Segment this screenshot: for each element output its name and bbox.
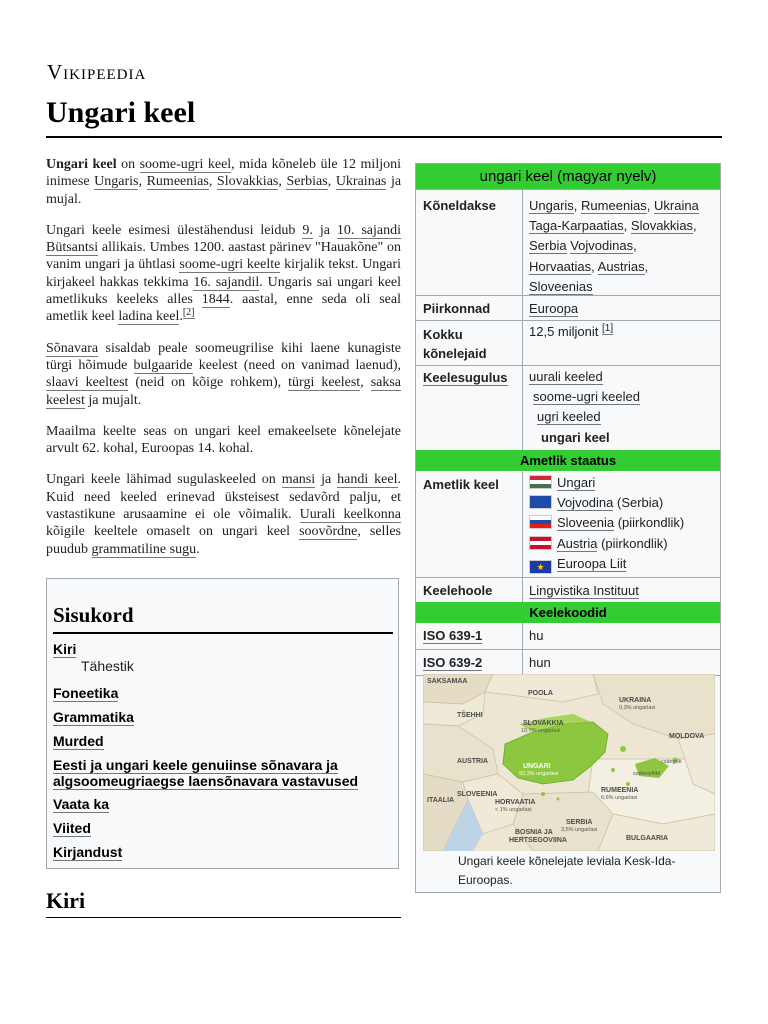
- link[interactable]: Sloveenias: [529, 278, 593, 294]
- infobox-row-iso2: [416, 649, 720, 676]
- infobox-row-piirkonnad: [416, 295, 720, 321]
- infobox-value: 12,5 miljonit [1]: [529, 322, 614, 339]
- paragraph-1: Ungari keel on soome-ugri keel, mida kõneleb üle 12 miljoni inimese Ungaris, Rumeenias, Slovakkias, Serbias, Ukrainas ja mujal.: [46, 157, 402, 207]
- toc-item-kiri[interactable]: Kiri: [53, 641, 77, 657]
- link[interactable]: Austria: [557, 535, 598, 551]
- link[interactable]: 1844: [201, 292, 230, 308]
- link[interactable]: Vojvodinas: [570, 238, 634, 254]
- paragraph-2: Ungari keele esimesi ülestähendusi leidub 9. ja 10. sajandi Bütsantsi allikais. Umbes 1200. aastast pärinev "Hauakõne" on vanim ungari ja ühtlasi soome-ugri keelte kirjalik tekst. Ungari kirjakeel hakkas tekkima 16. sajandil. Ungaris sai ungari keel ametlikuks keeleks alles 1844. aastal, enne seda oli seal ametlik keel ladina keel.[2]: [46, 222, 402, 325]
- infobox-row-iso1: [416, 623, 720, 649]
- map-label: SLOVEENIA: [457, 791, 498, 798]
- infobox-value: [529, 367, 714, 448]
- infobox-row-keelehoole: [416, 577, 720, 603]
- toc-item-viited[interactable]: Viited: [53, 820, 91, 836]
- eu-flag-icon: ★: [529, 560, 552, 574]
- infobox-label: ISO 639-1: [423, 628, 483, 643]
- map-label: TŠEHHI: [457, 712, 483, 719]
- infobox-label: Kõneldakse: [423, 198, 496, 213]
- paragraph-4: Maailma keelte seas on ungari keel emakeelsete kõnelejate arvult 62. kohal, Euroopas 14. kohal.: [46, 423, 401, 457]
- map-label: SERBIA: [566, 819, 593, 826]
- infobox-row-kokku: [416, 320, 720, 366]
- link[interactable]: slaavi keeltest: [46, 375, 129, 391]
- infobox-value: [529, 581, 714, 601]
- map-label: UNGARI: [523, 763, 551, 770]
- link[interactable]: 16. sajandil: [193, 274, 260, 290]
- map-caption: Ungari keele kõnelejate leviala Kesk-Ida-Euroopas.: [458, 854, 676, 887]
- link[interactable]: Ungaris: [529, 198, 574, 213]
- hungarian-speakers-map[interactable]: [423, 674, 715, 851]
- section-heading-kiri: Kiri: [46, 888, 86, 913]
- link[interactable]: Sõnavara: [46, 340, 99, 356]
- link[interactable]: soome-ugri keel: [139, 157, 232, 172]
- table-of-contents: [46, 578, 399, 869]
- toc-item-eesti-ungari[interactable]: Eesti ja ungari keele genuiinse sõnavara ja algsoomeugriaegse laensõnavara vastavused: [53, 757, 359, 789]
- link[interactable]: Horvaatias: [529, 258, 592, 274]
- link[interactable]: ladina keel: [118, 309, 180, 325]
- link[interactable]: Vojvodina: [557, 495, 614, 511]
- link[interactable]: Sloveenia: [557, 515, 615, 531]
- infobox-value: Ungari Vojvodina (Serbia) Sloveenia (piirkondlik) Austria (piirkondlik) ★ Euroopa Liit: [529, 473, 714, 574]
- link[interactable]: Lingvistika Instituut: [529, 583, 639, 598]
- link[interactable]: Ukrainas: [335, 174, 387, 190]
- toc-item-murded[interactable]: Murded: [53, 733, 104, 749]
- link[interactable]: Uurali keelkonna: [299, 507, 401, 523]
- infobox-row-keelesugulus: [416, 365, 720, 451]
- map-label: < 1% ungarlasi: [495, 807, 532, 813]
- map-label: 0,3% ungarlasi: [619, 705, 656, 711]
- map-label: POOLA: [528, 690, 553, 697]
- link[interactable]: türgi keelest: [288, 375, 361, 391]
- title-divider: [46, 136, 722, 138]
- link[interactable]: Euroopa: [529, 301, 579, 316]
- link[interactable]: Serbia: [529, 238, 567, 254]
- reference-link[interactable]: [2]: [182, 306, 195, 318]
- map-label: SAKSAMAA: [427, 678, 468, 685]
- toc-title: Sisukord: [53, 603, 393, 634]
- toc-item-tahestik[interactable]: Tähestik: [81, 658, 134, 674]
- infobox-band-ametlik: Ametlik staatus: [416, 450, 720, 471]
- infobox-row-koneldakse: [416, 189, 720, 296]
- link[interactable]: Rumeenias: [581, 198, 647, 213]
- link[interactable]: ugri keeled: [537, 409, 601, 425]
- reference-link[interactable]: [1]: [601, 322, 614, 334]
- infobox-label: Ametlik keel: [423, 477, 499, 492]
- link[interactable]: soovõrdne: [299, 524, 358, 540]
- link[interactable]: Ungaris: [94, 174, 139, 190]
- slovenia-flag-icon: [529, 515, 552, 529]
- link[interactable]: handi keel: [337, 472, 398, 488]
- infobox-label: ISO 639-2: [423, 655, 483, 670]
- link[interactable]: Rumeenias: [146, 174, 209, 190]
- vojvodina-flag-icon: [529, 495, 552, 509]
- link[interactable]: 10. sajandi: [336, 222, 401, 238]
- toc-item-vaata-ka[interactable]: Vaata ka: [53, 796, 110, 812]
- section-divider: [46, 917, 401, 918]
- map-label: AUSTRIA: [457, 758, 489, 765]
- infobox-label: Keelehoole: [423, 583, 493, 598]
- infobox-label: Keelesugulus: [423, 370, 508, 385]
- current-language: ungari keel: [541, 429, 610, 445]
- wordmark[interactable]: Vikipeedia: [47, 60, 147, 84]
- paragraph-3: Sõnavara sisaldab peale soomeugrilise kihi laene kunagiste türgi hõimude bulgaaride keelest (need on vanimad laenud), slaavi keeltest (neid on kõige rohkem), türgi keelest, saksa keelest ja mujalt.: [46, 340, 402, 408]
- link[interactable]: Slovakkias: [216, 174, 279, 190]
- infobox-value: hu: [529, 628, 544, 643]
- lead-term: Ungari keel: [46, 157, 117, 172]
- article-body: [46, 156, 401, 572]
- map-label: RUMEENIA: [601, 787, 639, 794]
- link[interactable]: grammatiline sugu: [91, 541, 197, 557]
- link[interactable]: Ukraina: [654, 198, 699, 213]
- infobox-band-koodid: Keelekoodid: [416, 602, 720, 623]
- hungary-flag-icon: [529, 475, 552, 489]
- link[interactable]: Euroopa Liit: [557, 555, 627, 571]
- map-label: SLOVAKKIA: [523, 720, 564, 727]
- infobox-label: Piirkonnad: [423, 301, 491, 316]
- infobox-value: hun: [529, 655, 551, 670]
- infobox-row-ametlik-keel: [416, 471, 720, 577]
- link[interactable]: saksa keelest: [46, 375, 402, 408]
- map-label: csángók: [661, 759, 682, 765]
- toc-item-grammatika[interactable]: Grammatika: [53, 709, 134, 725]
- map-label: HERTSEGOVIINA: [509, 837, 567, 844]
- link[interactable]: Taga-Karpaatias: [529, 218, 624, 234]
- infobox-label: Kokku kõnelejaid: [423, 327, 487, 361]
- infobox-header: ungari keel (magyar nyelv): [416, 164, 720, 189]
- link[interactable]: soome-ugri keeled: [533, 389, 640, 405]
- link[interactable]: Austrias: [597, 258, 645, 274]
- paragraph-5: Ungari keele lähimad sugulaskeeled on mansi ja handi keel. Kuid need keeled erinevad üksteisest sedavõrd palju, et vastastikune arusaamine ei ole võimalik. Uurali keelkonna kõigile keeltele omaselt on ungari keel soovõrdne, selles puudub grammatiline sugu.: [46, 472, 401, 557]
- link[interactable]: mansi: [281, 472, 316, 488]
- link[interactable]: bulgaaride: [133, 357, 193, 373]
- infobox-value: Ungaris, Rumeenias, Ukraina Taga-Karpaatias, Slovakkias, Serbia Vojvodinas, Horvaatias, Austrias, Sloveenias: [529, 198, 699, 294]
- map-label: ITAALIA: [427, 797, 455, 804]
- map-label: MOLDOVA: [669, 733, 705, 740]
- link[interactable]: 9.: [302, 222, 313, 238]
- map-label: 10,7% ungarlasi: [521, 728, 561, 734]
- map-label: 3,5% ungarlasi: [561, 827, 598, 833]
- map-label: székelyföld: [633, 771, 661, 777]
- toc-item-kirjandust[interactable]: Kirjandust: [53, 844, 123, 860]
- toc-item-foneetika[interactable]: Foneetika: [53, 685, 119, 701]
- austria-flag-icon: [529, 536, 552, 550]
- infobox-value: [529, 299, 714, 319]
- page-title: Ungari keel: [46, 96, 196, 129]
- link[interactable]: Serbias: [286, 174, 328, 190]
- link[interactable]: uurali keeled: [529, 369, 603, 384]
- map-label: 92,3% ungarlasi: [519, 771, 559, 777]
- map-label: HORVAATIA: [495, 799, 536, 806]
- map-label: UKRAINA: [619, 697, 652, 704]
- link[interactable]: Bütsantsi: [46, 240, 99, 256]
- link[interactable]: soome-ugri keelte: [179, 257, 281, 273]
- link[interactable]: Ungari: [557, 475, 596, 490]
- map-label: BOSNIA JA: [515, 829, 553, 836]
- link[interactable]: Slovakkias: [630, 218, 694, 234]
- map-label: 6,6% ungarlasi: [601, 795, 638, 801]
- map-label: BULGAARIA: [626, 835, 668, 842]
